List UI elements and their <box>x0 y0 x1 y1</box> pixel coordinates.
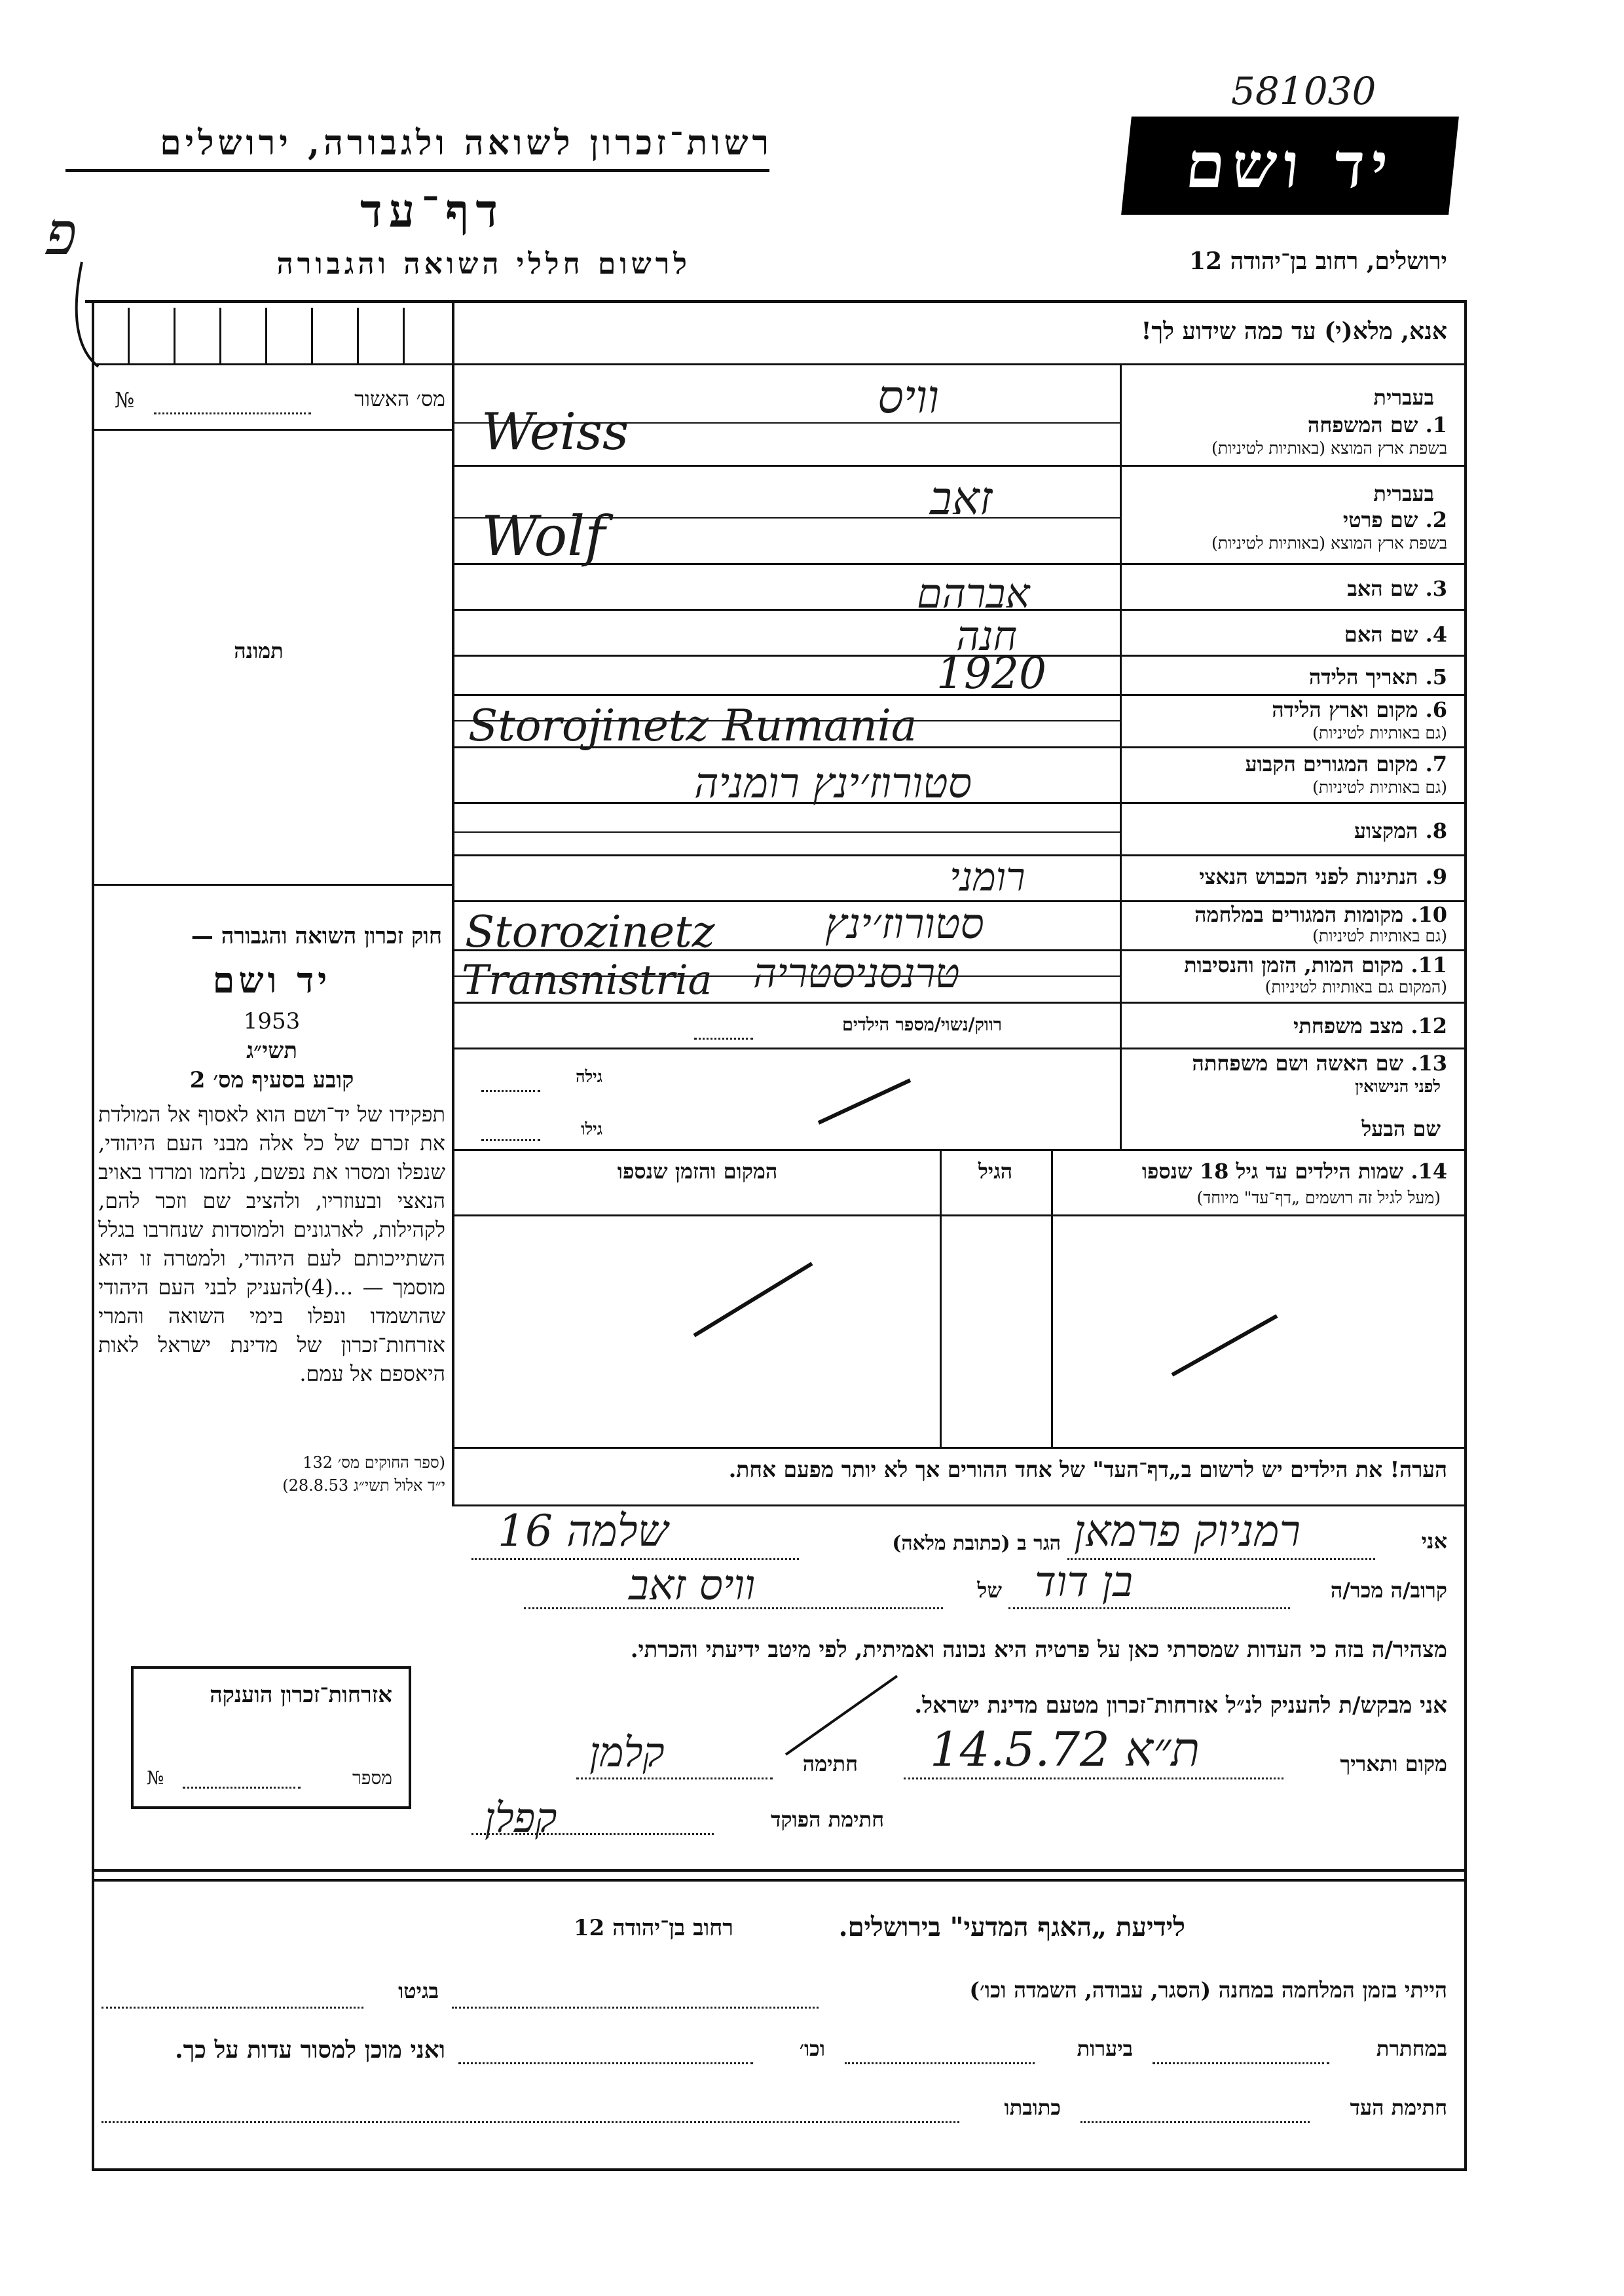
husband-label: שם הבעל <box>1361 1116 1441 1141</box>
f8-label: 8. המקצוע <box>1354 818 1447 843</box>
f6-label: 6. מקום וארץ הלידה <box>1272 697 1447 722</box>
corner-mark: פ <box>46 200 77 268</box>
of-value[interactable]: וויס זאב <box>629 1561 756 1610</box>
law-year: 1953 <box>243 1008 301 1034</box>
f1-heb-value[interactable]: וויס <box>877 370 939 424</box>
note: הערה! את הילדים יש לרשום ב„דף־העד" של אחד ההורים אך לא יותר מפעם אחת. <box>728 1457 1447 1482</box>
f9-value[interactable]: רומני <box>950 854 1025 900</box>
f7-label: 7. מקום המגורים הקבוע <box>1245 752 1447 776</box>
f9-label: 9. הנתינות לפני הכבוש הנאצי <box>1199 864 1447 889</box>
citizenship-number-label: מספר <box>352 1767 392 1789</box>
request: אני מבקש/ת להעניק לנ״ל אזרחות־זכרון מטעם מדינת ישראל. <box>914 1692 1447 1719</box>
ready-text: ואני מוכן למסור עדות על כך. <box>175 2036 445 2064</box>
approval-no: № <box>115 388 135 412</box>
bottom-heading-addr: רחוב בן־יהודה 12 <box>573 1915 733 1941</box>
f11-heb-value[interactable]: טרנסניסטריה <box>753 949 960 997</box>
f2-lat-value[interactable]: Wolf <box>481 504 606 568</box>
org-line: רשות־זכרון לשואה ולגבורה, ירושלים <box>160 123 773 163</box>
f3-value[interactable]: אברהם <box>917 570 1030 617</box>
f10-sub: (גם באותיות לטיניות) <box>1312 926 1447 945</box>
witness-i-label: אני <box>1421 1529 1447 1554</box>
f1-lat-value[interactable]: Weiss <box>481 403 629 462</box>
instructions: אנא, מלא(י) עד כמה שידוע לך! <box>1141 318 1447 345</box>
camp-line: הייתי בזמן המלחמה במחנה (הסגר, עבודה, השמדה וכו׳) <box>969 1977 1447 2003</box>
signature-label: חתימה <box>802 1751 858 1776</box>
f4-label: 4. שם האם <box>1344 622 1447 647</box>
f13-strike-mark <box>819 1080 910 1123</box>
officer-value[interactable]: קפלן <box>485 1794 557 1842</box>
approval-label: מס׳ האשור <box>354 386 445 411</box>
f11-lat-value[interactable]: Transnistria <box>462 956 712 1004</box>
officer-label: חתימת הפוקד <box>771 1807 884 1832</box>
f12-options: רווק/נשוי/מספר הילדים <box>841 1015 1002 1035</box>
law-ref-1: (ספר החוקים מס׳ 132 <box>303 1453 445 1472</box>
f3-label: 3. שם האב <box>1347 576 1447 601</box>
f13-age-label: גילה <box>576 1067 602 1086</box>
declaration: מצהיר/ה בזה כי העדות שמסרתי כאן על פרטיה היא נכונה ואמיתית, לפי מיטב ידיעתי והכרתי. <box>630 1637 1447 1663</box>
f11-label: 11. מקום המות, הזמן והנסיבות <box>1184 953 1447 977</box>
f12-label: 12. מצב משפחתי <box>1293 1013 1447 1038</box>
forests-label: ביערות <box>1077 2036 1133 2061</box>
in-hebrew-1: בעברית <box>1373 385 1434 410</box>
witness-sig-label: חתימת העד <box>1350 2095 1447 2120</box>
f14-col-place: המקום והזמן שנספו <box>617 1159 778 1184</box>
signature-flourish <box>786 1676 897 1755</box>
of-label: של <box>977 1578 1002 1603</box>
logo-text: יד ושם <box>1182 128 1398 202</box>
f10-heb-value[interactable]: סטורוז׳ינץ <box>825 900 984 949</box>
f5-label: 5. תאריך הלידה <box>1308 665 1447 689</box>
f2-label: 2. שם פרטי <box>1342 507 1447 532</box>
f1-sub: בשפת ארץ המוצא (באותיות לטיניות) <box>1211 439 1447 458</box>
f13-label: 13. שם האשה ושם משפחתה <box>1192 1051 1447 1076</box>
ghetto-label: בגיטו <box>398 1978 439 2003</box>
f1-label: 1. שם המשפחה <box>1307 412 1447 437</box>
law-title: חוק זכרון השואה והגבורה — <box>191 923 442 949</box>
signature-value[interactable]: קלמן <box>589 1728 665 1776</box>
photo-label: תמונה <box>234 638 284 663</box>
husband-age-label: גילו <box>581 1120 602 1139</box>
f6-value[interactable]: Storojinetz Rumania <box>468 701 917 751</box>
underground-label: במחתרת <box>1376 2036 1447 2061</box>
f7-sub: (גם באותיות לטיניות) <box>1312 778 1447 797</box>
f14-strike-mark-left <box>694 1264 812 1336</box>
f14-col-age: הגיל <box>978 1159 1013 1184</box>
law-ref-2: י״ד אלול תשי״ג 28.8.53) <box>282 1476 445 1495</box>
f2-heb-value[interactable]: זאב <box>930 471 993 525</box>
f6-sub: (גם באותיות לטיניות) <box>1312 723 1447 742</box>
in-hebrew-2: בעברית <box>1373 481 1434 506</box>
address-value[interactable]: שלמה 16 <box>498 1506 669 1556</box>
place-date-label: מקום ותאריך <box>1340 1751 1447 1776</box>
f14-strike-mark-right <box>1172 1316 1277 1375</box>
relative-label: קרוב/ה מכר/ה <box>1330 1578 1447 1603</box>
f5-value[interactable]: 1920 <box>936 648 1046 699</box>
file-number: 581030 <box>1231 69 1376 113</box>
relation-value[interactable]: בן דוד <box>1035 1558 1133 1607</box>
law-text: תפקידו של יד־ושם הוא לאסוף אל המולדת את זכרם של כל אלה מבני העם היהודי, שנפלו ומסרו את נפשם, נלחמו ומרדו באויב הנאצי ובעוזריו, ולהציב שם וזכר להם, לקהילות, לארגונים ולמוסדות שנחרבו בגלל השתייכותם לעם היהודי, ולמטרה זו יהא מוסמך — ...(4)להעניק לבני העם היהודי שהושמדו ונפלו בימי השואה והמרי אזרחות־זכרון של מדינת ישראל לאות היאספם אל עמם. <box>98 1102 446 1386</box>
law-clause: קובע בסעיף מס׳ 2 <box>189 1067 354 1093</box>
f10-label: 10. מקומות המגורים במלחמה <box>1194 902 1447 927</box>
f13-sub: לפני הנישואין <box>1355 1077 1441 1096</box>
form-subtitle: לרשום חללי השואה והגבורה <box>276 247 691 281</box>
f2-sub: בשפת ארץ המוצא (באותיות לטיניות) <box>1211 534 1447 553</box>
place-date-value[interactable]: ת״א 14.5.72 <box>930 1722 1200 1777</box>
corner-bracket-mark <box>77 262 98 367</box>
form-title: דף־עד <box>360 183 504 238</box>
citizenship-no: № <box>147 1767 164 1789</box>
f4-value[interactable]: חנה <box>956 612 1018 660</box>
law-year-heb: תשי״ג <box>246 1038 297 1064</box>
etc-label: וכו׳ <box>799 2036 825 2061</box>
his-address-label: כתובתו <box>1004 2095 1061 2120</box>
bottom-heading: לידיעת „האגף המדעי" בירושלים. <box>838 1912 1185 1942</box>
witness-i-value[interactable]: רמניוק פרמאן <box>1074 1506 1301 1556</box>
f14-sub: (מעל לגיל זה רושמים „דף־עד" מיוחד) <box>1196 1188 1441 1207</box>
resides-label: הגר ב (כתובת מלאה) <box>892 1532 1061 1555</box>
f7-value[interactable]: סטורוז׳ינץ רומניה <box>694 759 972 808</box>
citizenship-title: אזרחות־זכרון הוענקה <box>210 1682 392 1708</box>
law-name: יד ושם <box>212 959 331 1001</box>
f10-lat-value[interactable]: Storozinetz <box>465 907 715 957</box>
f11-sub: (המקום גם באותיות לטיניות) <box>1264 977 1447 996</box>
address: ירושלים, רחוב בן־יהודה 12 <box>1189 247 1447 275</box>
f14-label: 14. שמות הילדים עד גיל 18 שנספו <box>1141 1159 1447 1184</box>
